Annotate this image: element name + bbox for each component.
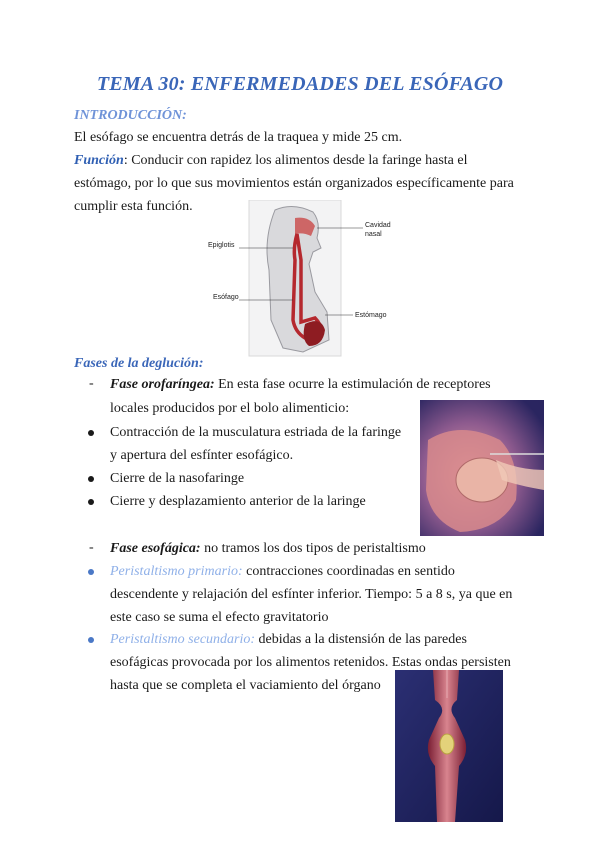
funcion-text-line2: estómago, por lo que sus movimientos están organizados específicamente para	[74, 176, 514, 191]
funcion-paragraph	[74, 149, 467, 173]
funcion-text: : Conducir con rapidez los alimentos desde la faringe hasta el	[123, 153, 468, 168]
peristaltismo-secundario-label: Peristaltismo secundario:	[110, 632, 256, 647]
fase-esofagica-label: Fase esofágica:	[110, 541, 201, 556]
fases-heading: Fases de la deglución:	[74, 356, 204, 371]
bullet-dot	[88, 569, 94, 575]
peristaltismo-primario-label: Peristaltismo primario:	[110, 564, 243, 579]
label-epiglotis: Epiglotis	[208, 242, 235, 249]
bullet-dot	[88, 637, 94, 643]
fase-orofaringea-text: En esta fase ocurre la estimulación de receptores	[214, 377, 491, 392]
funcion-label: Función	[74, 153, 124, 168]
food-bolus-shape	[440, 734, 454, 754]
peristaltismo-primario-paragraph	[110, 560, 455, 584]
list-item: Cierre y desplazamiento anterior de la laringe	[110, 494, 366, 509]
intro-text: El esófago se encuentra detrás de la traquea y mide 25 cm.	[74, 130, 403, 145]
funcion-text-line3: cumplir esta función.	[74, 199, 193, 214]
peristalsis-illustration	[395, 670, 503, 822]
label-cavidad: Cavidad	[365, 222, 391, 229]
dash-marker: -	[89, 376, 94, 391]
fase-orofaringea-paragraph	[110, 373, 491, 397]
bullet-dot	[88, 476, 94, 482]
list-item-continuation: y apertura del esfínter esofágico.	[110, 448, 294, 463]
fase-esofagica-text: no tramos los dos tipos de peristaltismo	[200, 541, 426, 556]
fase-orofaringea-text-line2: locales producidos por el bolo alimenticio:	[110, 401, 350, 416]
dash-marker: -	[89, 540, 94, 555]
bullet-dot	[88, 499, 94, 505]
peristaltismo-secundario-text: debidas a la distensión de las paredes	[255, 632, 467, 647]
anatomy-diagram	[205, 200, 405, 358]
swallowing-illustration	[420, 400, 544, 536]
bullet-dot	[88, 430, 94, 436]
peristaltismo-primario-text: contracciones coordinadas en sentido	[242, 564, 455, 579]
peristaltismo-primario-text-line3: este caso se suma el efecto gravitatorio	[110, 610, 329, 625]
label-nasal: nasal	[365, 231, 382, 238]
label-estomago: Estómago	[355, 312, 387, 319]
peristaltismo-secundario-text-line3: hasta que se completa el vaciamiento del órgano	[110, 678, 381, 693]
label-esofago: Esófago	[213, 294, 239, 301]
peristaltismo-secundario-paragraph	[110, 628, 467, 652]
fase-esofagica-paragraph	[110, 537, 426, 561]
page-title: TEMA 30: ENFERMEDADES DEL ESÓFAGO	[96, 73, 504, 95]
peristaltismo-secundario-text-line2: esofágicas provocada por los alimentos retenidos. Estas ondas persisten	[110, 655, 511, 670]
peristaltismo-primario-text-line2: descendente y relajación del esfínter inferior. Tiempo: 5 a 8 s, ya que en	[110, 587, 513, 602]
intro-heading: INTRODUCCIÓN:	[74, 108, 187, 123]
list-item: Cierre de la nasofaringe	[110, 471, 245, 486]
fase-orofaringea-label: Fase orofaríngea:	[110, 377, 215, 392]
list-item: Contracción de la musculatura estriada de la faringe	[110, 425, 402, 440]
